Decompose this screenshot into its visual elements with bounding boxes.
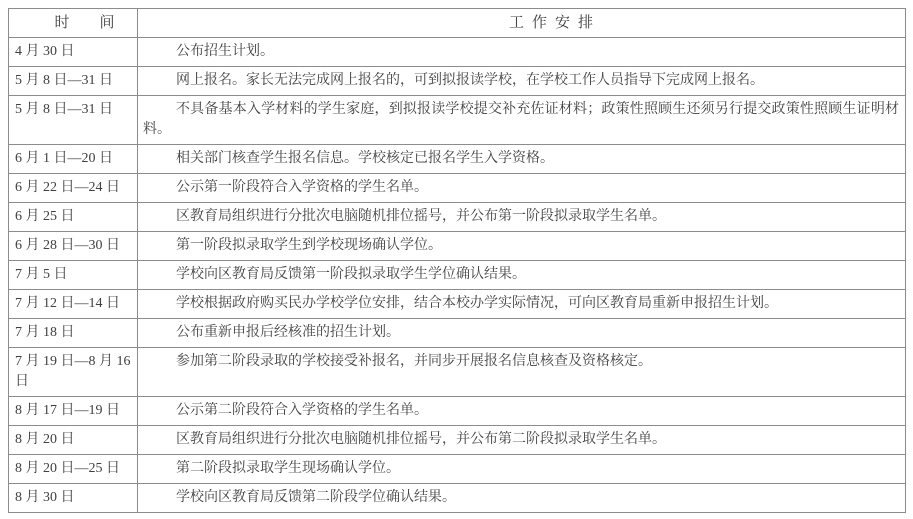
work-text: 相关部门核查学生报名信息。学校核定已报名学生入学资格。: [176, 151, 554, 166]
time-cell: 5 月 8 日—31 日: [9, 96, 138, 145]
time-cell: 7 月 5 日: [9, 261, 138, 290]
time-cell: 8 月 20 日: [9, 426, 138, 455]
work-cell: [138, 397, 906, 426]
table-row: [9, 261, 906, 290]
time-cell: 6 月 28 日—30 日: [9, 232, 138, 261]
time-cell: 7 月 18 日: [9, 319, 138, 348]
work-cell: [138, 455, 906, 484]
table-row: [9, 290, 906, 319]
work-cell: [138, 67, 906, 96]
time-cell: 8 月 20 日—25 日: [9, 455, 138, 484]
time-cell: 6 月 25 日: [9, 203, 138, 232]
work-text: 区教育局组织进行分批次电脑随机排位摇号，并公布第一阶段拟录取学生名单。: [176, 209, 666, 224]
time-cell: 8 月 30 日: [9, 484, 138, 513]
header-row: [9, 9, 906, 38]
schedule-table: [8, 8, 906, 513]
work-text: 公示第一阶段符合入学资格的学生名单。: [176, 180, 428, 195]
work-text: 区教育局组织进行分批次电脑随机排位摇号，并公布第二阶段拟录取学生名单。: [176, 432, 666, 447]
header-work: 工作安排: [138, 9, 906, 38]
work-cell: [138, 96, 906, 145]
work-cell: [138, 38, 906, 67]
work-text: 学校根据政府购买民办学校学位安排，结合本校办学实际情况，可向区教育局重新申报招生计划。: [176, 296, 778, 311]
work-cell: [138, 174, 906, 203]
work-text: 不具备基本入学材料的学生家庭，到拟报读学校提交补充佐证材料；政策性照顾生还须另行提交政策性照顾生证明材料。: [143, 102, 899, 137]
work-text: 第二阶段拟录取学生现场确认学位。: [176, 461, 400, 476]
table-row: [9, 203, 906, 232]
work-text: 学校向区教育局反馈第一阶段拟录取学生学位确认结果。: [176, 267, 526, 282]
time-cell: 7 月 12 日—14 日: [9, 290, 138, 319]
work-cell: [138, 145, 906, 174]
document-page: [0, 8, 913, 519]
work-cell: [138, 232, 906, 261]
table-row: [9, 232, 906, 261]
time-cell: 8 月 17 日—19 日: [9, 397, 138, 426]
work-text: 学校向区教育局反馈第二阶段学位确认结果。: [176, 490, 456, 505]
work-text: 网上报名。家长无法完成网上报名的，可到拟报读学校，在学校工作人员指导下完成网上报名。: [176, 73, 764, 88]
table-row: [9, 96, 906, 145]
work-cell: [138, 426, 906, 455]
table-row: [9, 319, 906, 348]
time-cell: 4 月 30 日: [9, 38, 138, 67]
work-text: 公示第二阶段符合入学资格的学生名单。: [176, 403, 428, 418]
table-row: [9, 145, 906, 174]
work-text: 第一阶段拟录取学生到学校现场确认学位。: [176, 238, 442, 253]
time-cell: 6 月 22 日—24 日: [9, 174, 138, 203]
schedule-body: [9, 38, 906, 513]
table-row: [9, 348, 906, 397]
work-text: 参加第二阶段录取的学校接受补报名，并同步开展报名信息核查及资格核定。: [176, 354, 652, 369]
table-row: [9, 38, 906, 67]
table-row: [9, 67, 906, 96]
table-row: [9, 174, 906, 203]
work-cell: [138, 290, 906, 319]
work-cell: [138, 203, 906, 232]
time-cell: 7 月 19 日—8 月 16 日: [9, 348, 138, 397]
work-cell: [138, 348, 906, 397]
table-row: [9, 397, 906, 426]
time-cell: 5 月 8 日—31 日: [9, 67, 138, 96]
header-time: 时 间: [9, 9, 138, 38]
time-cell: 6 月 1 日—20 日: [9, 145, 138, 174]
table-row: [9, 484, 906, 513]
work-cell: [138, 484, 906, 513]
work-text: 公布招生计划。: [176, 44, 274, 59]
table-row: [9, 426, 906, 455]
work-cell: [138, 261, 906, 290]
work-cell: [138, 319, 906, 348]
table-row: [9, 455, 906, 484]
work-text: 公布重新申报后经核准的招生计划。: [176, 325, 400, 340]
